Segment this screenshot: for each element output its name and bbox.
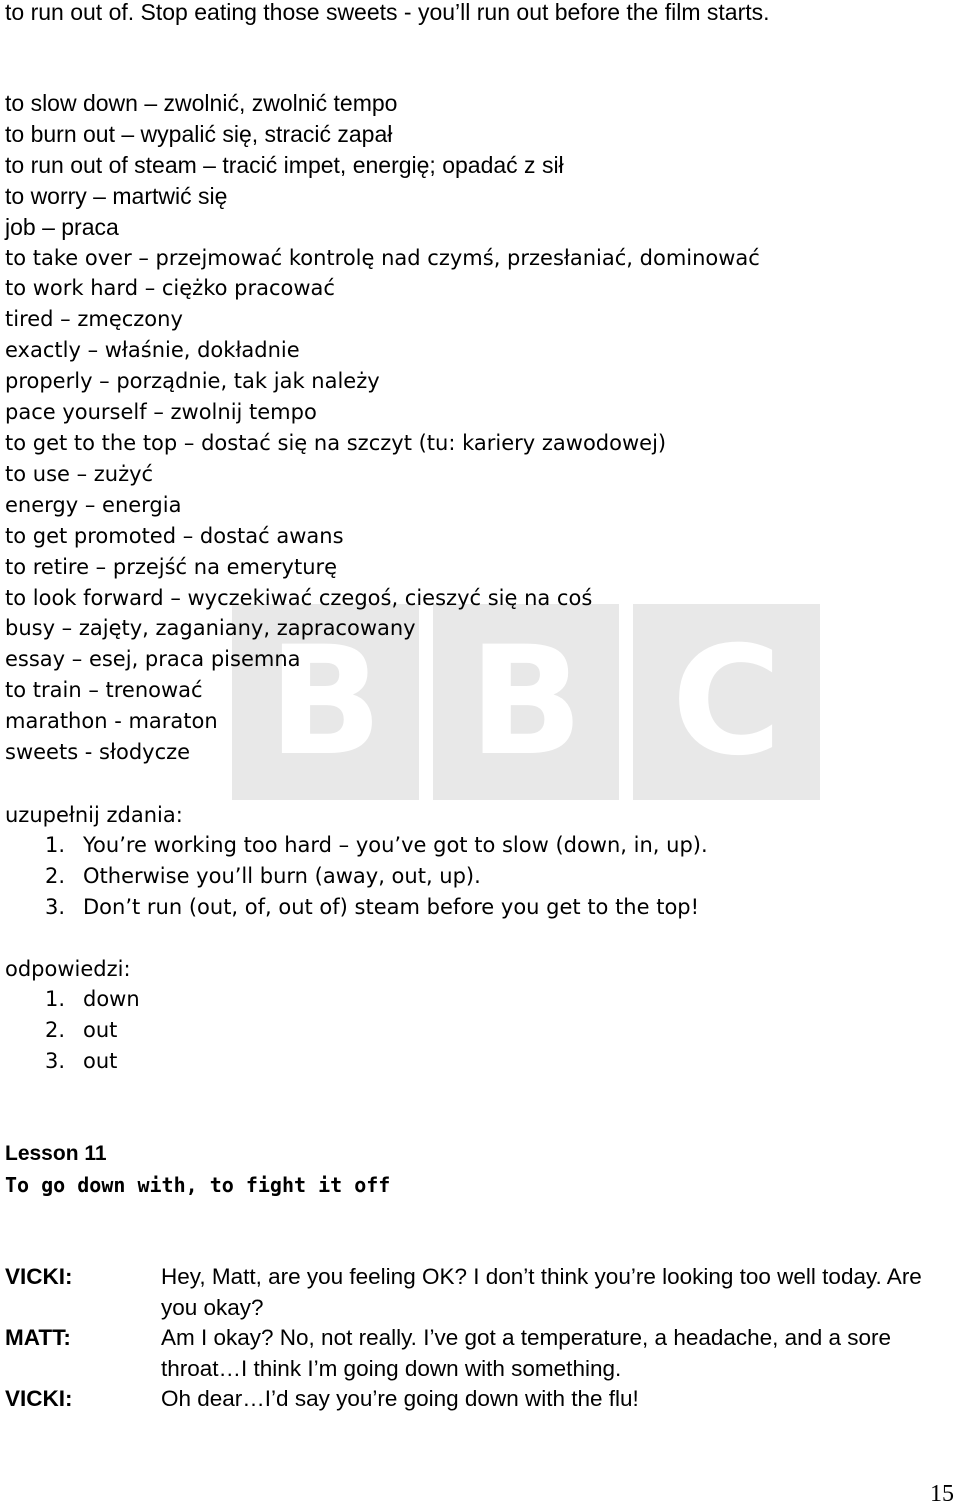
vocab-item: to run out of steam – tracić impet, energię; opadać z sił (5, 151, 564, 178)
vocab-item: to slow down – zwolnić, zwolnić tempo (5, 90, 398, 116)
speech-text: Oh dear…I’d say you’re going down with the flu! (161, 1386, 639, 1411)
vocab-item: to worry – martwić się (5, 182, 228, 209)
vocab-item: tired – zmęczony (5, 307, 183, 332)
speaker-name: VICKI: (5, 1386, 73, 1411)
dialogue (5, 1262, 955, 1415)
vocab-item: properly – porządnie, tak jak należy (5, 369, 380, 394)
speaker-name: VICKI: (5, 1264, 73, 1289)
vocab-item: essay – esej, praca pisemna (5, 647, 301, 672)
dialogue-line (5, 1262, 955, 1323)
exercise-heading: uzupełnij zdania: (5, 803, 183, 827)
vocab-item: marathon - maraton (5, 709, 218, 734)
vocab-item: to get promoted – dostać awans (5, 523, 344, 548)
exercise-list (45, 830, 708, 923)
exercise-item-text: Otherwise you’ll burn (away, out, up). (83, 863, 481, 888)
speaker-name: MATT: (5, 1325, 71, 1350)
vocab-item: pace yourself – zwolnij tempo (5, 400, 317, 425)
intro-line: to run out of. Stop eating those sweets - you’ll run out before the film starts. (5, 0, 770, 25)
vocab-item: to burn out – wypalić się, stracić zapał (5, 120, 393, 147)
vocab-item: to look forward – wyczekiwać czegoś, cieszyć się na coś (5, 585, 593, 610)
vocab-item: to retire – przejść na emeryturę (5, 554, 338, 579)
answer-item-number: 3. (45, 1048, 66, 1073)
answers-list (45, 984, 140, 1077)
lesson-subtitle: To go down with, to fight it off (5, 1173, 391, 1197)
vocab-item: job – praca (5, 213, 119, 240)
watermark-letter-c: C (633, 604, 820, 800)
vocab-item: energy – energia (5, 492, 182, 517)
answer-item (45, 984, 140, 1015)
exercise-item-number: 1. (45, 833, 66, 857)
exercise-item-number: 2. (45, 863, 66, 888)
vocab-item: to take over – przejmować kontrolę nad czymś, przesłaniać, dominować (5, 245, 760, 270)
speech-text: Hey, Matt, are you feeling OK? I don’t think you’re looking too well today. Are you okay? (161, 1264, 922, 1320)
answers-heading: odpowiedzi: (5, 957, 131, 981)
vocab-item: exactly – właśnie, dokładnie (5, 338, 300, 363)
vocab-item: sweets - słodycze (5, 740, 191, 765)
vocabulary-list (5, 88, 760, 768)
answer-item (45, 1015, 140, 1046)
watermark-letter-b1: B (232, 604, 419, 800)
answer-item-text: out (83, 1048, 118, 1073)
answer-item-text: out (83, 1017, 118, 1042)
vocab-item: busy – zajęty, zaganiany, zapracowany (5, 616, 416, 641)
answer-item (45, 1046, 140, 1077)
answer-item-number: 2. (45, 1017, 66, 1042)
vocab-item: to get to the top – dostać się na szczyt (tu: kariery zawodowej) (5, 430, 667, 455)
exercise-item-text: You’re working too hard – you’ve got to slow (down, in, up). (83, 833, 708, 857)
vocab-item: to work hard – ciężko pracować (5, 276, 335, 301)
exercise-item (45, 892, 708, 923)
lesson-title: Lesson 11 (5, 1142, 107, 1165)
vocab-item: to train – trenować (5, 678, 203, 703)
answer-item-number: 1. (45, 987, 66, 1011)
exercise-item-text: Don’t run (out, of, out of) steam before you get to the top! (83, 894, 700, 919)
exercise-item-number: 3. (45, 894, 66, 919)
exercise-item (45, 861, 708, 892)
exercise-item (45, 830, 708, 861)
answer-item-text: down (83, 987, 140, 1011)
dialogue-line (5, 1323, 955, 1384)
dialogue-line (5, 1384, 955, 1415)
speech-text: Am I okay? No, not really. I’ve got a temperature, a headache, and a sore throat…I think I’m going down with something. (161, 1325, 891, 1381)
page-number: 15 (930, 1481, 954, 1507)
watermark-letter-b2: B (433, 604, 620, 800)
vocab-item: to use – zużyć (5, 461, 154, 486)
